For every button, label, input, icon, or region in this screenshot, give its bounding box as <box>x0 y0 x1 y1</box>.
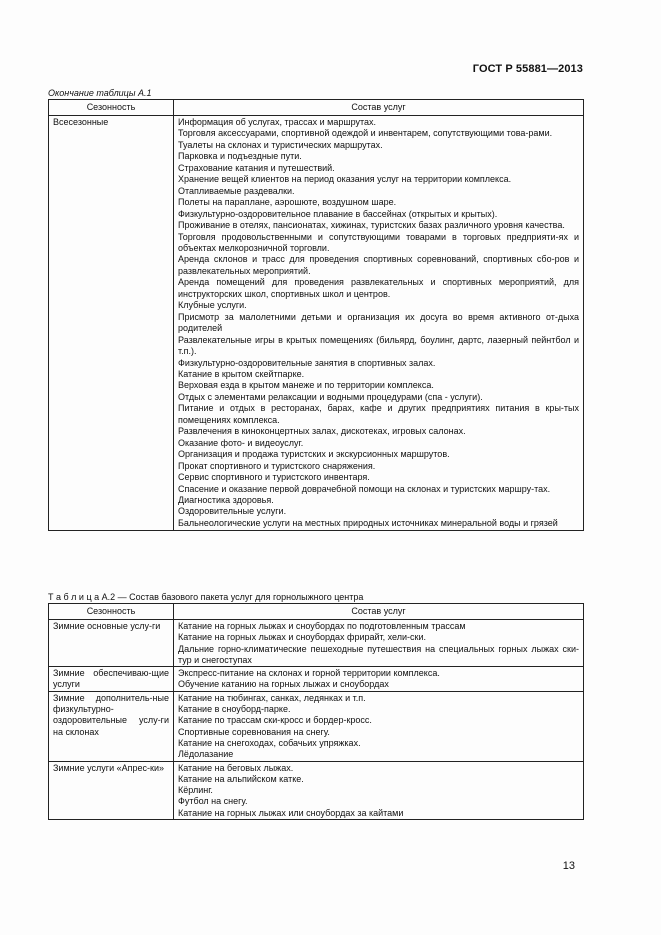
services-table-a1 <box>48 99 584 531</box>
column-header-services: Состав услуг <box>174 100 584 116</box>
season-cell: Зимние основные услу-ги <box>49 620 174 667</box>
services-cell <box>174 620 584 667</box>
column-header-services: Состав услуг <box>174 604 584 620</box>
service-item: Полеты на параплане, аэрошюте, воздушном шаре. <box>178 197 397 208</box>
service-item: Страхование катания и путешествий. <box>178 162 335 173</box>
table-row <box>49 620 584 667</box>
service-item: Питание и отдых в ресторанах, барах, кафе и других предприятиях питания в кры-тых помещениях комплекса. <box>178 403 579 425</box>
service-item: Катание на горных лыжах и сноубордах фрирайт, хели-ски. <box>178 632 427 643</box>
table-row <box>49 116 584 531</box>
season-cell: Зимние дополнитель-ные физкультурно-оздоровительные услу-ги на склонах <box>49 691 174 761</box>
service-item: Катание на тюбингах, санках, ледянках и т.п. <box>178 692 366 703</box>
service-item: Физкультурно-оздоровительное плавание в бассейнах (открытых и крытых). <box>178 208 498 219</box>
service-item: Торговля аксессуарами, спортивной одеждой и инвентарем, сопутствующими това-рами. <box>178 128 553 139</box>
service-item: Лёдолазание <box>178 749 234 760</box>
service-item: Проживание в отелях, пансионатах, хижинах, туристских базах различного уровня качества. <box>178 220 565 231</box>
season-cell: Всесезонные <box>49 116 174 531</box>
services-cell <box>174 761 584 819</box>
service-item: Оздоровительные услуги. <box>178 506 287 517</box>
document-code: ГОСТ Р 55881—2013 <box>472 63 583 75</box>
service-item: Спасение и оказание первой доврачебной помощи на склонах и туристских маршру-тах. <box>178 483 551 494</box>
service-item: Присмотр за малолетними детьми и организация их досуга во время активного от-дыха родителей <box>178 311 579 334</box>
service-item: Аренда склонов и трасс для проведения спортивных соревнований, спортивных сбо-ров и развлекательных мероприятий. <box>178 254 579 276</box>
service-item: Развлечения в киноконцертных залах, дискотеках, игровых салонах. <box>178 426 466 437</box>
column-header-season: Сезонность <box>49 604 174 620</box>
service-item: Катание на горных лыжах или сноубордах за кайтами <box>178 807 404 818</box>
service-item: Хранение вещей клиентов на период оказания услуг на территории комплекса. <box>178 174 512 185</box>
service-item: Развлекательные игры в крытых помещениях (бильярд, боулинг, дартс, лазерный пейнтбол и т.п.). <box>178 334 579 357</box>
services-cell <box>174 667 584 692</box>
season-cell: Зимние услуги «Апрес-ки» <box>49 761 174 819</box>
service-item: Спортивные соревнования на снегу. <box>178 726 330 737</box>
service-item: Катание на снегоходах, собачьих упряжках. <box>178 737 361 748</box>
service-item: Аренда помещений для проведения развлекательных и спортивных мероприятий, для инструкторских школ, спортивных школ и центров. <box>178 277 579 299</box>
services-table-a2 <box>48 603 584 820</box>
service-item: Верховая езда в крытом манеже и по территории комплекса. <box>178 380 434 391</box>
service-item: Катание на горных лыжах и сноубордах по подготовленным трассам <box>178 621 466 631</box>
services-cell <box>174 691 584 761</box>
service-item: Дальние горно-климатические пешеходные путешествия на специальных горных лыжах ски-тур и снегоступах <box>178 643 579 665</box>
service-item: Отапливаемые раздевалки. <box>178 185 295 196</box>
service-item: Катание в крытом скейтпарке. <box>178 368 305 379</box>
service-item: Бальнеологические услуги на местных природных источниках минеральной воды и грязей <box>178 517 558 528</box>
table-row <box>49 667 584 692</box>
service-item: Отдых с элементами релаксации и водными процедурами (спа - услуги). <box>178 391 483 402</box>
table1-caption: Окончание таблицы А.1 <box>48 88 152 98</box>
service-item: Катание по трассам ски-кросс и бордер-кросс. <box>178 715 372 726</box>
services-cell <box>174 116 584 531</box>
service-item: Прокат спортивного и туристского снаряжения. <box>178 460 376 471</box>
service-item: Диагностика здоровья. <box>178 494 274 505</box>
table-row <box>49 691 584 761</box>
service-item: Парковка и подъездные пути. <box>178 151 302 162</box>
table-header-row <box>49 604 584 620</box>
page-number: 13 <box>562 860 575 872</box>
service-item: Сервис спортивного и туристского инвентаря. <box>178 472 370 483</box>
service-item: Физкультурно-оздоровительные занятия в спортивных залах. <box>178 357 436 368</box>
service-item: Катание на беговых лыжах. <box>178 762 294 773</box>
service-item: Туалеты на склонах и туристических маршрутах. <box>178 139 383 150</box>
service-item: Кёрлинг. <box>178 785 213 796</box>
service-item: Организация и продажа туристских и экскурсионных маршрутов. <box>178 449 450 460</box>
table-row <box>49 761 584 819</box>
service-item: Катание на альпийском катке. <box>178 773 304 784</box>
service-item: Футбол на снегу. <box>178 796 248 807</box>
season-cell: Зимние обеспечиваю-щие услуги <box>49 667 174 692</box>
service-item: Торговля продовольственными и сопутствующими товарами в торговых предприяти-ях и объектах мелкорозничной торговли. <box>178 231 579 253</box>
service-item: Экспресс-питание на склонах и горной территории комплекса. <box>178 668 440 679</box>
service-item: Катание в сноуборд-парке. <box>178 704 291 715</box>
service-item: Информация об услугах, трассах и маршрутах. <box>178 117 377 127</box>
service-item: Обучение катанию на горных лыжах и сноубордах <box>178 679 389 690</box>
table-header-row <box>49 100 584 116</box>
service-item: Оказание фото- и видеоуслуг. <box>178 437 304 448</box>
table2-caption: Т а б л и ц а А.2 — Состав базового пакета услуг для горнолыжного центра <box>48 592 364 602</box>
service-item: Клубные услуги. <box>178 300 247 311</box>
column-header-season: Сезонность <box>49 100 174 116</box>
